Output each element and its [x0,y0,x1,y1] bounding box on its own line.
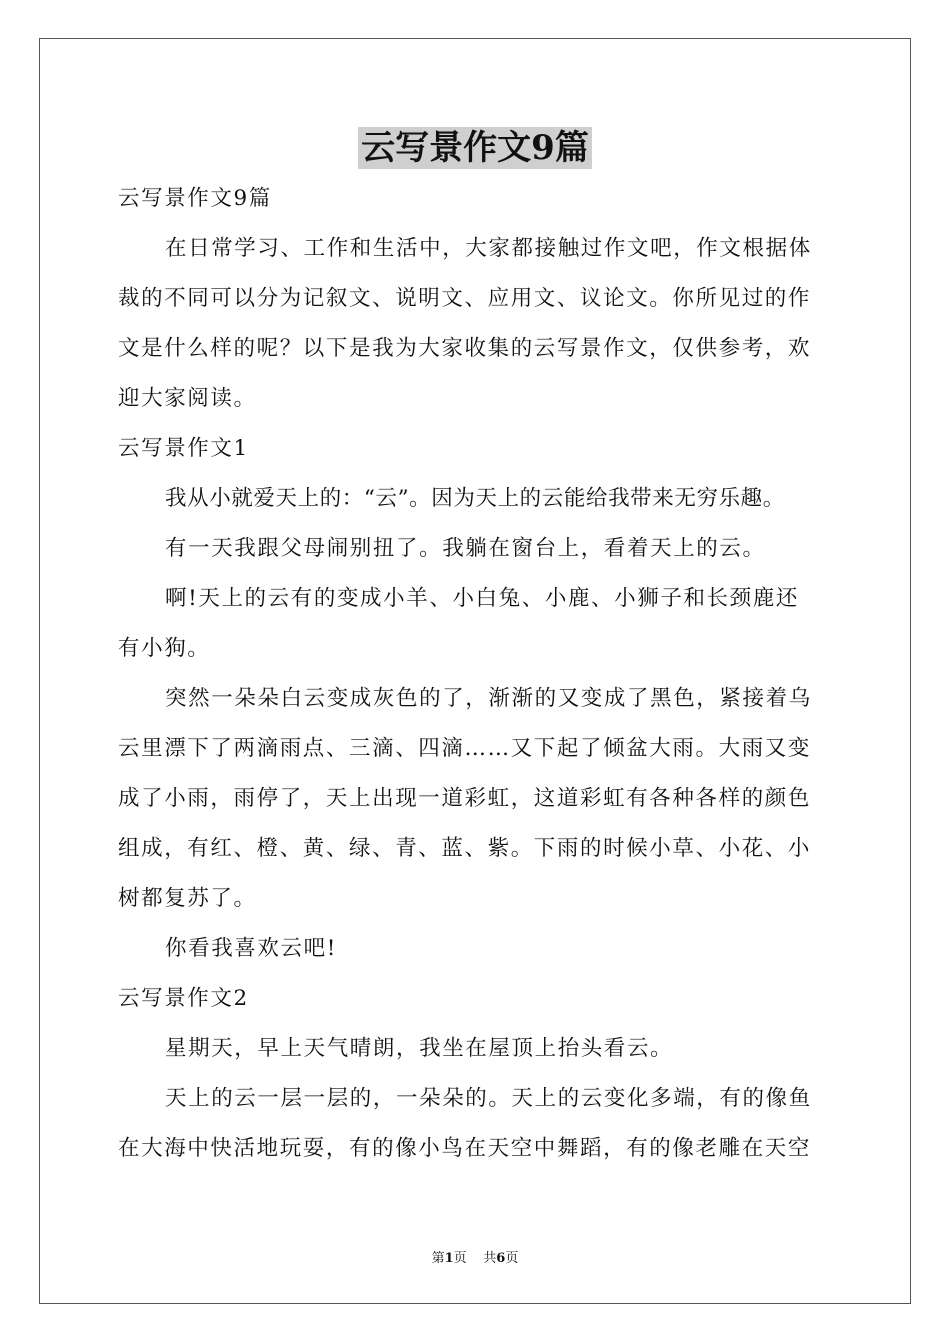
footer-total-number: 6 [496,1251,506,1266]
paragraph-line: 天上的云一层一层的，一朵朵的。天上的云变化多端，有的像鱼 [165,1086,812,1111]
title-container [0,127,950,169]
section-heading: 云写景作文1 [118,436,249,461]
paragraph-line: 组成，有红、橙、黄、绿、青、蓝、紫。下雨的时候小草、小花、小 [118,836,812,861]
paragraph-line: 你看我喜欢云吧! [165,936,337,961]
paragraph-line: 文是什么样的呢？以下是我为大家收集的云写景作文，仅供参考，欢 [118,336,812,361]
page-border [39,38,911,1304]
paragraph-line: 成了小雨，雨停了，天上出现一道彩虹，这道彩虹有各种各样的颜色 [118,786,812,811]
document-title: 云写景作文9篇 [358,127,592,169]
footer-page-prefix: 第 [431,1251,445,1266]
footer-total-prefix: 共 [483,1251,497,1266]
paragraph-line: 在日常学习、工作和生活中，大家都接触过作文吧，作文根据体 [165,236,812,261]
paragraph-line: 云里漂下了两滴雨点、三滴、四滴……又下起了倾盆大雨。大雨又变 [118,736,812,761]
paragraph-line: 迎大家阅读。 [118,386,257,411]
footer-page-number: 1 [444,1251,454,1266]
paragraph-line: 啊!天上的云有的变成小羊、小白兔、小鹿、小狮子和长颈鹿还 [165,586,799,611]
paragraph-line: 星期天，早上天气晴朗，我坐在屋顶上抬头看云。 [165,1036,674,1061]
paragraph-line: 突然一朵朵白云变成灰色的了，渐渐的又变成了黑色，紧接着乌 [165,686,812,711]
page-footer [0,1247,950,1266]
paragraph-line: 我从小就爱天上的：“云”。因为天上的云能给我带来无穷乐趣。 [165,486,785,511]
paragraph-line: 有一天我跟父母闹别扭了。我躺在窗台上，看着天上的云。 [165,536,766,561]
paragraph-line: 有小狗。 [118,636,211,661]
paragraph-line: 裁的不同可以分为记叙文、说明文、应用文、议论文。你所见过的作 [118,286,812,311]
footer-page-suffix: 页 [453,1251,467,1266]
heading-line: 云写景作文9篇 [118,186,272,211]
paragraph-line: 树都复苏了。 [118,886,257,911]
paragraph-line: 在大海中快活地玩耍，有的像小鸟在天空中舞蹈，有的像老雕在天空 [118,1136,812,1161]
section-heading: 云写景作文2 [118,986,249,1011]
footer-total-suffix: 页 [505,1251,519,1266]
